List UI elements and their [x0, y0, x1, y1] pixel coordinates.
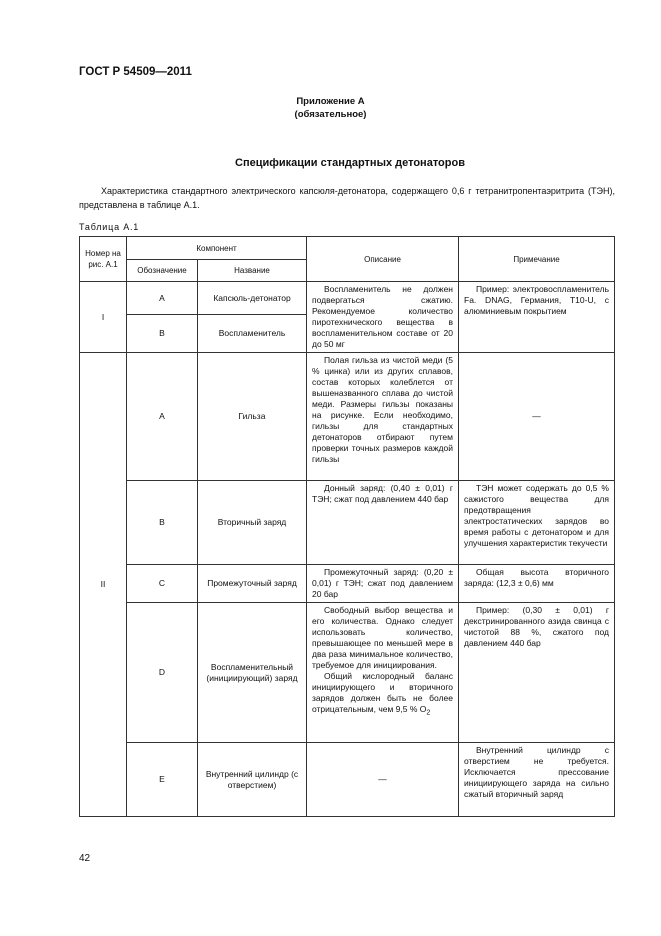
cell-designation: A — [127, 282, 198, 315]
header-name: Название — [198, 260, 307, 282]
cell-note: Общая высота вторичного заряда: (12,3 ± 0,6) мм — [459, 565, 615, 603]
cell-description — [307, 603, 459, 743]
table-row — [80, 565, 615, 603]
appendix-status: (обязательное) — [294, 109, 367, 120]
header-num: Номер на рис. А.1 — [80, 237, 127, 282]
description-paragraph: Свободный выбор вещества и его количества. Однако следует использовать количество, превышающее по меньшей мере в два раза минимальное количество, требуемое для инициирования. — [312, 605, 453, 670]
appendix-title: Приложение А — [296, 96, 365, 107]
group-number: I — [80, 282, 127, 353]
cell-name: Внутренний цилиндр (с отверстием) — [198, 743, 307, 817]
cell-designation: C — [127, 565, 198, 603]
cell-name: Воспламенитель — [198, 315, 307, 353]
table-header-row — [80, 237, 615, 260]
cell-description: Промежуточный заряд: (0,20 ± 0,01) г ТЭН; сжат под давлением 20 бар — [307, 565, 459, 603]
header-component: Компонент — [127, 237, 307, 260]
description-text: Общий кислородный баланс инициирующего и вторичного зарядов должен быть не более отрицательным, чем 9,5 % O — [312, 671, 453, 714]
group-number: II — [80, 353, 127, 817]
cell-name: Капсюль-детонатор — [198, 282, 307, 315]
cell-note: Внутренний цилиндр с отверстием не требуется. Исключается прессование инициирующего заряда на сильно сжатый вторичный заряд — [459, 743, 615, 817]
cell-designation: A — [127, 353, 198, 481]
cell-designation: D — [127, 603, 198, 743]
cell-name: Промежуточный заряд — [198, 565, 307, 603]
page-number: 42 — [79, 853, 91, 864]
cell-description: Воспламенитель не должен подвергаться сжатию. Рекомендуемое количество пиротехнического вещества в воспламенительном составе от 20 до 50 мг — [307, 282, 459, 353]
header-description: Описание — [307, 237, 459, 282]
header-designation: Обозначение — [127, 260, 198, 282]
cell-note: ТЭН может содержать до 0,5 % сажистого вещества для предотвращения электростатических зарядов во время работы с детонатором и для улучшения характеристик текучести — [459, 481, 615, 565]
intro-paragraph: Характеристика стандартного электрического капсюля-детонатора, содержащего 0,6 г тетранитропентаэритрита (ТЭН), представлена в таблице А.1. — [79, 186, 615, 210]
table-row — [80, 743, 615, 817]
cell-name: Воспламенительный (инициирующий) заряд — [198, 603, 307, 743]
table-row — [80, 353, 615, 481]
cell-note: Пример: (0,30 ± 0,01) г декстринированного азида свинца с чистотой 88 %, сжатого под давлением 440 бар — [459, 603, 615, 743]
header-note: Примечание — [459, 237, 615, 282]
cell-description: Полая гильза из чистой меди (5 % цинка) или из других сплавов, состав которых колеблется от вышеназванного сплава до чистой меди. Размеры гильзы показаны на рисунке. Если необходимо, гильзы для стандартных детонаторов отбирают путем проверки точных размеров каждой гильзы — [307, 353, 459, 481]
description-paragraph — [312, 671, 453, 719]
cell-note: Пример: электровоспламенитель Fa. DNAG, Германия, T10-U, с алюминиевым покрытием — [459, 282, 615, 353]
subscript: 2 — [426, 708, 431, 717]
document-standard-code: ГОСТ Р 54509—2011 — [79, 66, 192, 78]
section-title: Спецификации стандартных детонаторов — [235, 157, 465, 169]
specification-table — [79, 236, 615, 817]
cell-description: Донный заряд: (0,40 ± 0,01) г ТЭН; сжат под давлением 440 бар — [307, 481, 459, 565]
table-row — [80, 603, 615, 743]
cell-description: — — [307, 743, 459, 817]
cell-note: — — [459, 353, 615, 481]
cell-designation: E — [127, 743, 198, 817]
table-row — [80, 282, 615, 315]
table-row — [80, 481, 615, 565]
cell-designation: B — [127, 315, 198, 353]
cell-name: Гильза — [198, 353, 307, 481]
cell-designation: B — [127, 481, 198, 565]
cell-name: Вторичный заряд — [198, 481, 307, 565]
table-caption: Таблица А.1 — [79, 222, 140, 232]
